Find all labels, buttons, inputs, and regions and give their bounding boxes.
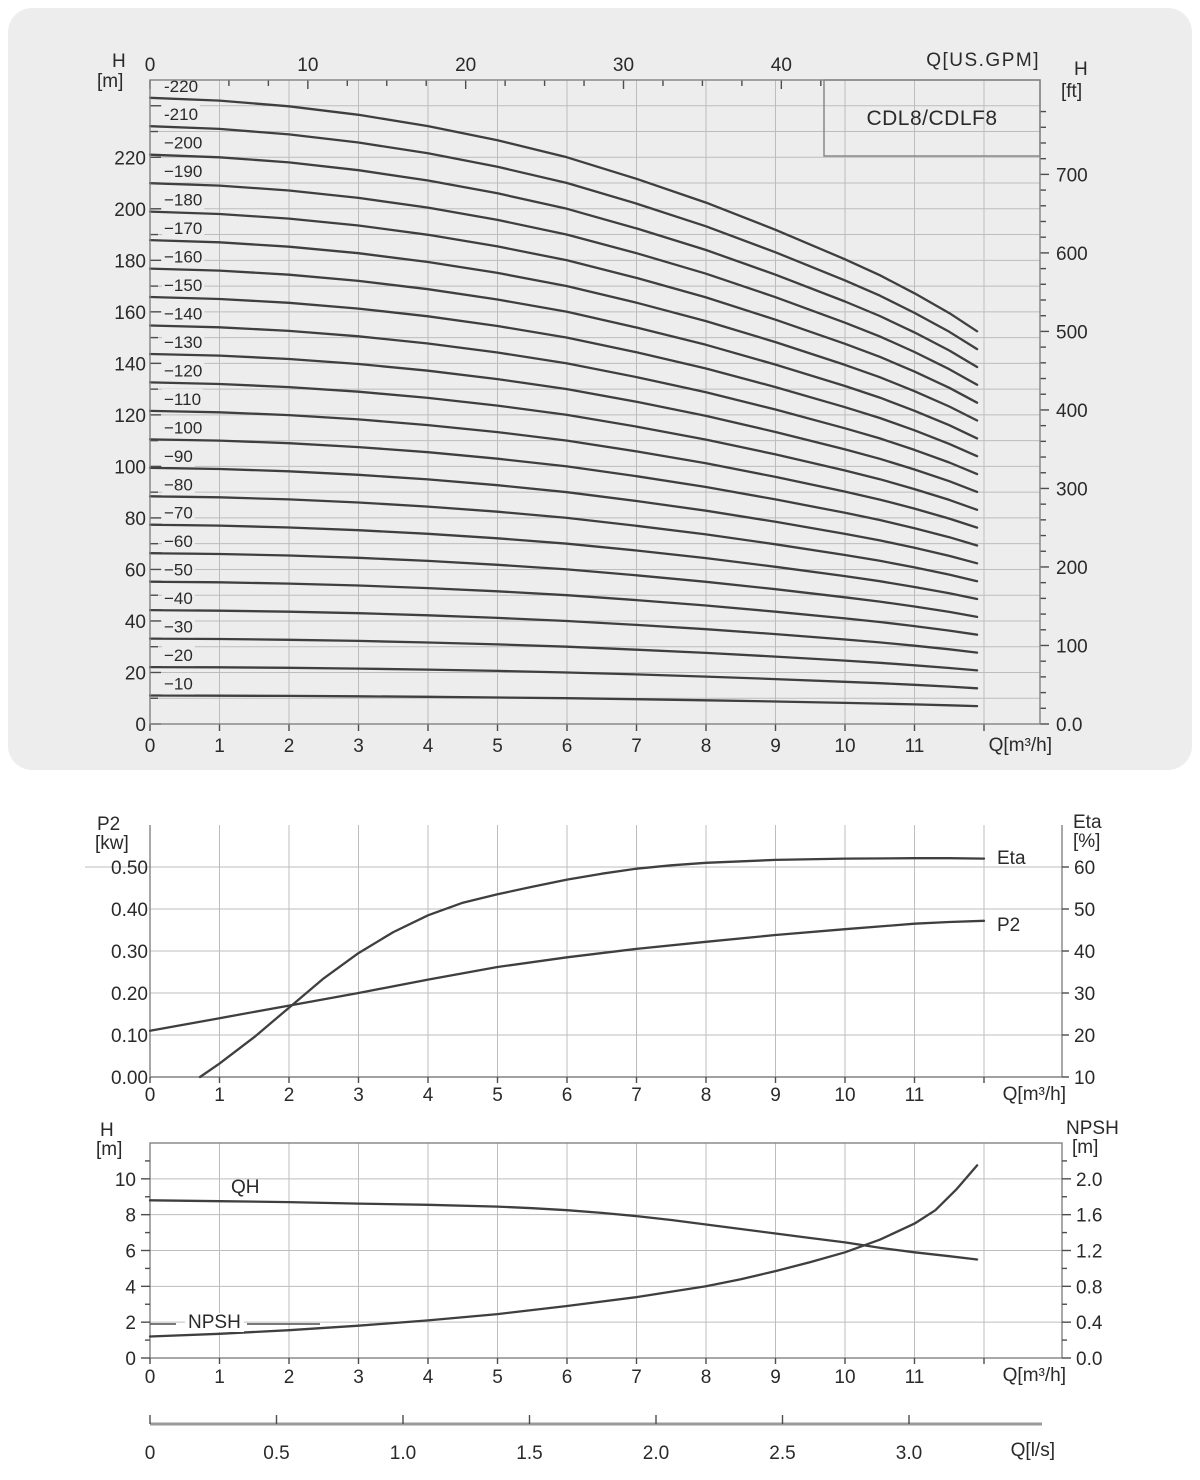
chart-power-efficiency bbox=[85, 825, 1095, 1106]
y2-tick-label: 2.0 bbox=[1076, 1169, 1103, 1191]
x2-tick-label: 30 bbox=[612, 55, 635, 76]
y2-tick-label: 0.0 bbox=[1056, 715, 1083, 736]
x-tick-label: 10 bbox=[834, 736, 856, 757]
chart3-y-axis-name: H bbox=[100, 1120, 114, 1141]
x-tick-label: 3 bbox=[353, 1367, 364, 1388]
chart-head-curves bbox=[114, 55, 1087, 757]
stage-label: −20 bbox=[164, 646, 193, 666]
x-tick-label: 2 bbox=[283, 1367, 295, 1388]
x-tick-label: 0 bbox=[144, 1367, 156, 1388]
y-tick-label: 6 bbox=[125, 1241, 136, 1263]
x-tick-label: 9 bbox=[770, 736, 781, 757]
y2-tick-label: 0.8 bbox=[1076, 1277, 1103, 1299]
stage-label: −80 bbox=[164, 475, 193, 495]
p2-curve-label: P2 bbox=[997, 915, 1021, 936]
y-tick-label: 160 bbox=[114, 302, 146, 324]
y-tick-label: 0 bbox=[135, 715, 146, 736]
stage-label: −30 bbox=[164, 617, 193, 637]
chart-frame bbox=[150, 80, 1040, 724]
x-tick-label: 0 bbox=[144, 736, 156, 757]
pump-curve-160 bbox=[150, 269, 977, 439]
x-tick-label: 1 bbox=[214, 1085, 225, 1106]
y-tick-label: 8 bbox=[125, 1205, 136, 1227]
y2-tick-label: 200 bbox=[1056, 557, 1088, 579]
pump-curve-20 bbox=[150, 667, 977, 688]
y-tick-label: 60 bbox=[124, 560, 146, 582]
chart1-y-axis-unit: [m] bbox=[97, 71, 124, 92]
stage-label: −180 bbox=[164, 190, 203, 210]
y-tick-label: 220 bbox=[114, 148, 146, 170]
x-tick-label: 6 bbox=[561, 1367, 573, 1388]
chart3-y-axis-unit: [m] bbox=[96, 1139, 123, 1160]
y-tick-label: 140 bbox=[114, 354, 146, 376]
stage-label: −160 bbox=[164, 247, 203, 267]
x2-tick-label: 40 bbox=[770, 55, 792, 76]
y2-tick-label: 60 bbox=[1074, 858, 1096, 879]
ls-axis-label: Q[l/s] bbox=[1010, 1440, 1055, 1461]
y2-tick-label: 30 bbox=[1074, 984, 1096, 1005]
y2-tick-label: 10 bbox=[1074, 1068, 1096, 1089]
x-tick-label: 6 bbox=[561, 1085, 573, 1106]
y-tick-label: 120 bbox=[114, 405, 146, 427]
x-tick-label: 2 bbox=[283, 736, 295, 757]
chart2-x-axis-label: Q[m³/h] bbox=[1002, 1084, 1066, 1105]
ls-tick-label: 2.0 bbox=[642, 1443, 670, 1464]
x-tick-label: 11 bbox=[904, 1085, 925, 1106]
chart1-x-axis-label: Q[m³/h] bbox=[988, 735, 1052, 756]
x-tick-label: 3 bbox=[353, 736, 364, 757]
y2-tick-label: 1.6 bbox=[1076, 1205, 1103, 1227]
y2-tick-label: 1.2 bbox=[1076, 1241, 1103, 1263]
chart3-y2-axis-unit: [m] bbox=[1072, 1137, 1099, 1158]
x-tick-label: 5 bbox=[492, 1367, 503, 1388]
x-tick-label: 4 bbox=[422, 1367, 434, 1388]
y2-tick-label: 100 bbox=[1056, 636, 1088, 658]
stage-label: −60 bbox=[164, 532, 193, 552]
pump-curve-120 bbox=[150, 382, 977, 509]
chart-qh-npsh bbox=[115, 1143, 1103, 1388]
y-tick-label: 2 bbox=[125, 1313, 136, 1335]
eta-curve bbox=[200, 858, 984, 1077]
ls-tick-label: 1.5 bbox=[516, 1443, 543, 1464]
x-tick-label: 7 bbox=[631, 736, 642, 757]
y2-tick-label: 700 bbox=[1056, 165, 1088, 187]
y-tick-label: 80 bbox=[124, 508, 146, 530]
x-tick-label: 10 bbox=[834, 1085, 856, 1106]
pump-curve-30 bbox=[150, 639, 977, 671]
pump-curve-210 bbox=[150, 126, 977, 349]
y2-tick-label: 20 bbox=[1074, 1026, 1096, 1047]
x-tick-label: 11 bbox=[904, 1367, 925, 1388]
y-tick-label: 0.10 bbox=[111, 1026, 148, 1047]
x-tick-label: 5 bbox=[492, 1085, 503, 1106]
pump-curve-50 bbox=[150, 582, 977, 635]
y-tick-label: 180 bbox=[114, 251, 146, 273]
x-tick-label: 0 bbox=[144, 1085, 156, 1106]
stage-label: −150 bbox=[164, 276, 203, 296]
y-tick-label: 0.40 bbox=[111, 900, 148, 921]
x2-tick-label: 10 bbox=[297, 55, 319, 76]
y-tick-label: 0.20 bbox=[111, 984, 148, 1005]
pump-curve-180 bbox=[150, 212, 977, 403]
stage-label: −50 bbox=[164, 560, 193, 580]
x-tick-label: 7 bbox=[631, 1367, 642, 1388]
stage-label: −10 bbox=[164, 674, 193, 694]
stage-label: -210 bbox=[164, 105, 199, 125]
x2-tick-label: 0 bbox=[144, 55, 156, 76]
chart1-top-axis-label: Q[US.GPM] bbox=[926, 50, 1040, 71]
pump-curve-10 bbox=[150, 696, 977, 707]
x-tick-label: 4 bbox=[422, 1085, 434, 1106]
npsh-curve-label: NPSH bbox=[185, 1313, 244, 1332]
x-tick-label: 7 bbox=[631, 1085, 642, 1106]
y-tick-label: 200 bbox=[114, 199, 146, 221]
x-tick-label: 5 bbox=[492, 736, 503, 757]
stage-label: −40 bbox=[164, 589, 193, 609]
stage-label: −110 bbox=[164, 389, 202, 409]
x2-tick-label: 20 bbox=[455, 55, 477, 76]
chart1-y2-axis-unit: [ft] bbox=[1061, 81, 1083, 102]
x-tick-label: 3 bbox=[353, 1085, 364, 1106]
ls-tick-label: 1.0 bbox=[389, 1443, 417, 1464]
y2-tick-label: 50 bbox=[1074, 900, 1096, 921]
x-tick-label: 11 bbox=[904, 736, 925, 757]
y-tick-label: 0 bbox=[125, 1349, 136, 1370]
ls-tick-label: 0 bbox=[144, 1443, 156, 1464]
pump-curve-200 bbox=[150, 155, 977, 367]
x-tick-label: 4 bbox=[422, 736, 434, 757]
x-tick-label: 8 bbox=[700, 1367, 712, 1388]
stage-label: −90 bbox=[164, 446, 193, 466]
y2-tick-label: 0.0 bbox=[1076, 1349, 1103, 1370]
stage-label: −120 bbox=[164, 361, 203, 381]
stage-label: −70 bbox=[164, 503, 193, 523]
y2-tick-label: 300 bbox=[1056, 479, 1088, 501]
eta-curve-label: Eta bbox=[997, 848, 1026, 869]
chart1-y2-axis-name: H bbox=[1074, 59, 1088, 80]
y2-tick-label: 400 bbox=[1056, 400, 1088, 422]
stage-label: -220 bbox=[164, 76, 199, 96]
y-tick-label: 10 bbox=[114, 1169, 136, 1191]
chart3-x-axis-label: Q[m³/h] bbox=[1002, 1365, 1066, 1386]
chart2-y-axis-unit: [kw] bbox=[95, 833, 129, 854]
y2-tick-label: 600 bbox=[1056, 243, 1088, 265]
x-tick-label: 8 bbox=[700, 736, 712, 757]
y-tick-label: 0.50 bbox=[111, 858, 148, 879]
x-tick-label: 1 bbox=[214, 736, 225, 757]
chart2-y2-axis-unit: [%] bbox=[1073, 831, 1101, 852]
stage-label: −100 bbox=[164, 418, 203, 438]
x-tick-label: 10 bbox=[834, 1367, 856, 1388]
x-tick-label: 2 bbox=[283, 1085, 295, 1106]
x-tick-label: 6 bbox=[561, 736, 573, 757]
x-tick-label: 9 bbox=[770, 1367, 781, 1388]
stage-label: −190 bbox=[164, 162, 203, 182]
stage-label: −140 bbox=[164, 304, 203, 324]
model-title: CDL8/CDLF8 bbox=[866, 107, 998, 130]
pump-curve-150 bbox=[150, 297, 977, 456]
x-tick-label: 1 bbox=[214, 1367, 225, 1388]
chart1-y-axis-name: H bbox=[112, 51, 126, 72]
stage-label: −170 bbox=[164, 219, 203, 239]
y-tick-label: 0.30 bbox=[111, 942, 148, 963]
y-tick-label: 40 bbox=[124, 611, 146, 633]
y2-tick-label: 0.4 bbox=[1076, 1313, 1103, 1335]
chart2-y-axis-name: P2 bbox=[97, 814, 121, 835]
y-tick-label: 20 bbox=[124, 663, 146, 685]
y-tick-label: 100 bbox=[114, 457, 146, 479]
y2-tick-label: 500 bbox=[1056, 322, 1088, 344]
ls-tick-label: 0.5 bbox=[263, 1443, 290, 1464]
chart3-y2-axis-name: NPSH bbox=[1066, 1118, 1119, 1139]
chart2-y2-axis-name: Eta bbox=[1073, 812, 1102, 833]
x-tick-label: 8 bbox=[700, 1085, 712, 1106]
x-tick-label: 9 bbox=[770, 1085, 781, 1106]
ls-tick-label: 3.0 bbox=[895, 1443, 923, 1464]
y-tick-label: 0.00 bbox=[111, 1068, 148, 1089]
ls-tick-label: 2.5 bbox=[769, 1443, 796, 1464]
pump-curve-60 bbox=[150, 553, 977, 617]
y-tick-label: 4 bbox=[125, 1277, 136, 1299]
stage-label: −130 bbox=[164, 332, 203, 352]
pump-curve-110 bbox=[150, 411, 977, 528]
qh-curve-label: QH bbox=[231, 1177, 260, 1198]
y2-tick-label: 40 bbox=[1074, 942, 1096, 963]
stage-label: −200 bbox=[164, 133, 203, 153]
